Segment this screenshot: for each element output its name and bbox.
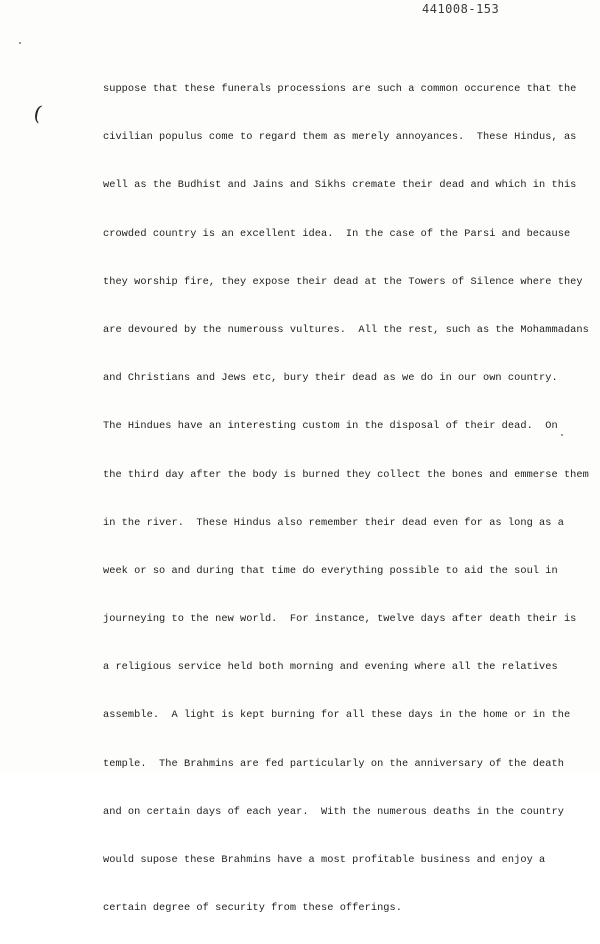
document-id-stamp: 441008-153: [422, 2, 500, 16]
text-line: would supose these Brahmins have a most profitable business and enjoy a: [103, 854, 546, 866]
text-line: temple. The Brahmins are fed particularly on the anniversary of the death: [103, 757, 564, 770]
text-line: civilian populus come to regard them as merely annoyances. These Hindus, as: [103, 131, 577, 144]
text-line: The Hindues have an interesting custom in the disposal of their dead. On: [103, 420, 558, 433]
text-line: and Christians and Jews etc, bury their dead as we do in our own country.: [103, 372, 558, 385]
text-line: crowded country is an excellent idea. In the case of the Parsi and because: [103, 227, 571, 240]
text-line: week or so and during that time do everything possible to aid the soul in: [103, 564, 558, 577]
text-line: and on certain days of each year. With the numerous deaths in the country: [103, 805, 564, 818]
text-line: a religious service held both morning and evening where all the relatives: [103, 661, 558, 674]
margin-tick-mark: [19, 42, 21, 44]
text-line: are devoured by the numerouss vultures. All the rest, such as the Mohammadans: [103, 323, 589, 336]
text-line: they worship fire, they expose their dead at the Towers of Silence where they: [103, 275, 583, 288]
text-line: journeying to the new world. For instance, twelve days after death their is: [103, 613, 577, 626]
text-line: certain degree of security from these offerings.: [103, 902, 402, 915]
text-line: suppose that these funerals processions are such a common occurence that the: [103, 83, 577, 95]
margin-bracket-mark: (: [31, 100, 45, 126]
text-line: the third day after the body is burned they collect the bones and emmerse them: [103, 468, 589, 481]
text-line: in the river. These Hindus also remember their dead even for as long as a: [103, 516, 564, 529]
text-line: well as the Budhist and Jains and Sikhs cremate their dead and which in this: [103, 179, 577, 192]
text-line: assemble. A light is kept burning for all these days in the home or in the: [103, 709, 571, 722]
typed-paragraph: [103, 53, 589, 944]
